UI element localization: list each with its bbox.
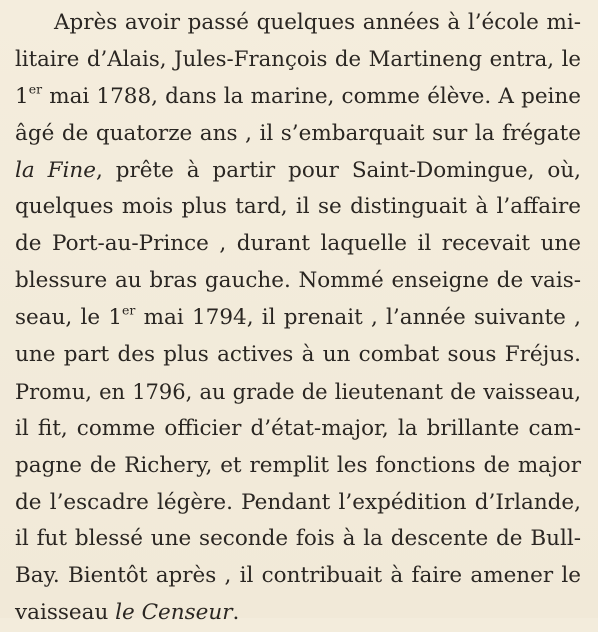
text-line-17: vaisseau le Censeur. — [15, 600, 240, 626]
paragraph — [15, 5, 581, 632]
text-line-4: âgé de quatorze ans , il s’embarquait sur la frégate — [15, 120, 581, 146]
text-line-12: il fit, comme officier d’état-major, la brillante cam- — [15, 415, 581, 441]
text-line-3: 1er mai 1788, dans la marine, comme élève. A peine — [15, 81, 581, 109]
text-line-6: quelques mois plus tard, il se distinguait à l’affaire — [15, 194, 581, 220]
text-line-7: de Port-au-Prince , durant laquelle il recevait une — [15, 231, 581, 257]
text-line-9: seau, le 1er mai 1794, il prenait , l’année suivante , — [15, 302, 581, 331]
text-line-13: pagne de Richery, et remplit les fonctions de major — [15, 452, 581, 478]
text-line-11: Promu, en 1796, au grade de lieutenant de vaisseau, — [15, 379, 581, 404]
text-line-10: une part des plus actives à un combat sous Fréjus. — [15, 342, 581, 368]
text-line-1: Après avoir passé quelques années à l’école mi- — [54, 10, 581, 35]
text-line-2: litaire d’Alais, Jules-François de Martineng entra, le — [15, 46, 581, 72]
text-line-8: blessure au bras gauche. Nommé enseigne de vais- — [15, 268, 581, 294]
ship-name-le-censeur: le Censeur — [115, 600, 233, 626]
ship-name-la-fine: la Fine — [15, 157, 96, 183]
text-line-5: la Fine, prête à partir pour Saint-Domingue, où, — [15, 157, 581, 183]
text-line-14: de l’escadre légère. Pendant l’expédition d’Irlande, — [15, 489, 581, 515]
text-line-16: Bay. Bientôt après , il contribuait à faire amener le — [15, 563, 581, 589]
text-line-15: il fut blessé une seconde fois à la descente de Bull- — [15, 526, 581, 552]
